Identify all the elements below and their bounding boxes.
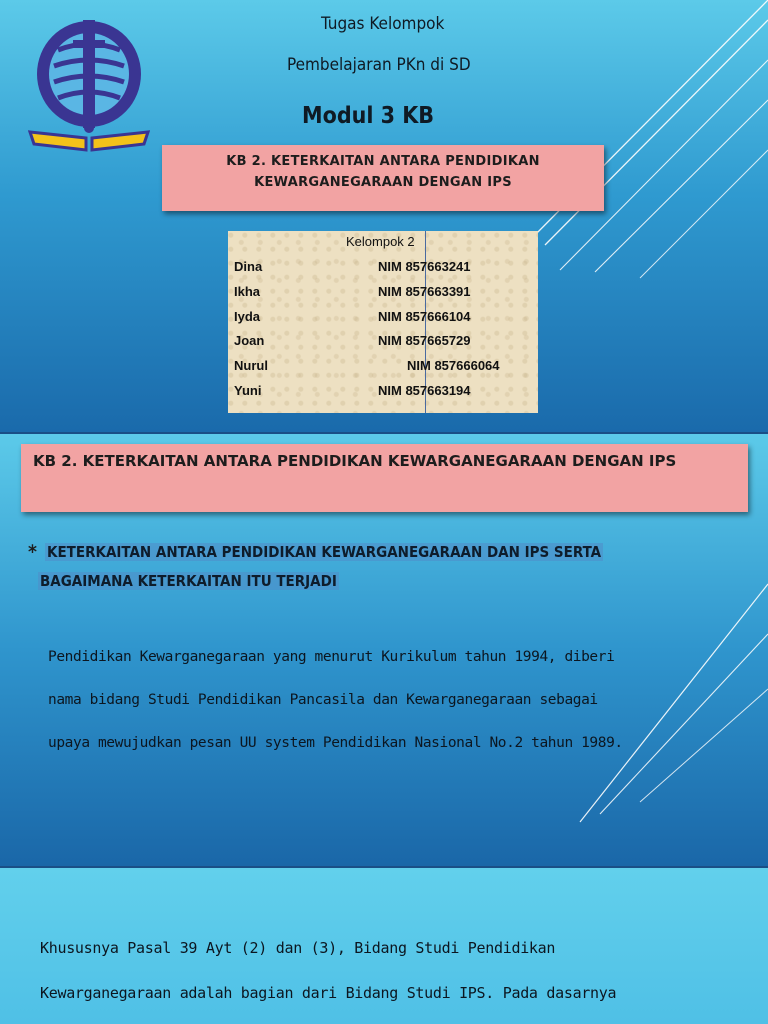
member-nim: NIM 857663194 bbox=[378, 383, 471, 398]
member-nim: NIM 857663241 bbox=[378, 259, 471, 274]
member-nim: NIM 857665729 bbox=[378, 333, 471, 348]
kb-title-line-2: KEWARGANEGARAAN DENGAN IPS bbox=[254, 175, 512, 190]
member-nim: NIM 857666104 bbox=[378, 309, 471, 324]
heading-line-1: Tugas Kelompok bbox=[321, 14, 445, 34]
paragraph-line-2: nama bidang Studi Pendidikan Pancasila dan Kewarganegaraan sebagai bbox=[48, 692, 598, 708]
paragraph-line-1: Khususnya Pasal 39 Ayt (2) dan (3), Bidang Studi Pendidikan bbox=[40, 939, 556, 957]
slide-title: Modul 3 KB bbox=[302, 103, 435, 129]
member-nim: NIM 857663391 bbox=[378, 284, 471, 299]
kb-title-box bbox=[21, 444, 748, 512]
member-name: Joan bbox=[234, 333, 265, 348]
university-logo-icon bbox=[28, 10, 150, 158]
slide-2 bbox=[0, 434, 768, 866]
slide-1 bbox=[0, 0, 768, 432]
heading-line-2: Pembelajaran PKn di SD bbox=[287, 55, 471, 75]
slide-3 bbox=[0, 868, 768, 1024]
member-name: Yuni bbox=[234, 383, 262, 398]
group-member-table bbox=[228, 231, 538, 413]
table-header: Kelompok 2 bbox=[346, 234, 415, 249]
kb-title-line-1: KB 2. KETERKAITAN ANTARA PENDIDIKAN bbox=[226, 154, 540, 169]
member-name: Iyda bbox=[234, 309, 261, 324]
kb-title: KB 2. KETERKAITAN ANTARA PENDIDIKAN KEWARGANEGARAAN DENGAN IPS bbox=[33, 452, 677, 470]
bullet-mark: * bbox=[28, 541, 37, 563]
paragraph-line-3: upaya mewujudkan pesan UU system Pendidikan Nasional No.2 tahun 1989. bbox=[48, 735, 623, 751]
member-name: Ikha bbox=[234, 284, 261, 299]
paragraph-line-1: Pendidikan Kewarganegaraan yang menurut Kurikulum tahun 1994, diberi bbox=[48, 649, 615, 665]
member-name: Nurul bbox=[234, 358, 268, 373]
paragraph-line-2: Kewarganegaraan adalah bagian dari Bidang Studi IPS. Pada dasarnya bbox=[40, 984, 617, 1002]
kb-title-box bbox=[162, 145, 604, 211]
member-name: Dina bbox=[234, 259, 263, 274]
member-nim: NIM 857666064 bbox=[407, 358, 500, 373]
bullet-line-2: BAGAIMANA KETERKAITAN ITU TERJADI bbox=[40, 572, 337, 590]
bullet-line-1: KETERKAITAN ANTARA PENDIDIKAN KEWARGANEGARAAN DAN IPS SERTA bbox=[47, 543, 602, 561]
